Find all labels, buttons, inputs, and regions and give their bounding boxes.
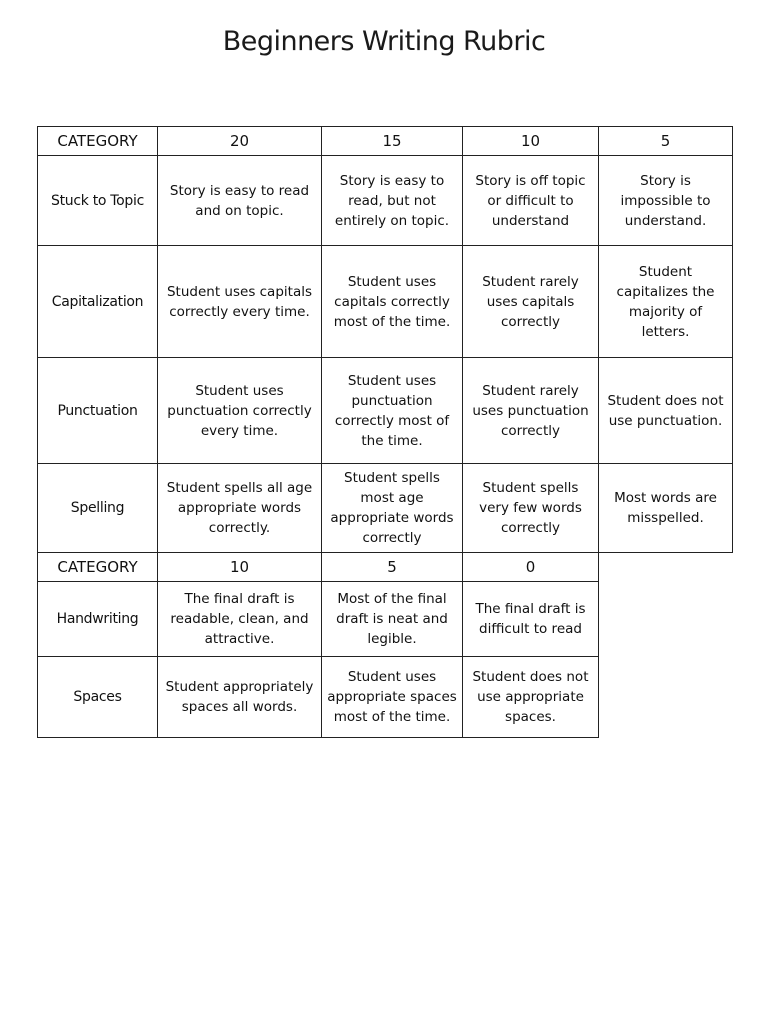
- table-cell: Most of the final draft is neat and legible.: [322, 582, 463, 657]
- table-cell: The final draft is difficult to read: [463, 582, 599, 657]
- table-row-stuck-to-topic: [38, 156, 733, 246]
- table1-header-score-15: 15: [322, 127, 463, 156]
- table-row-punctuation: [38, 358, 733, 464]
- table-row-handwriting: [38, 582, 733, 657]
- table-cell: The final draft is readable, clean, and attractive.: [158, 582, 322, 657]
- table-cell: Student uses punctuation correctly most of the time.: [322, 358, 463, 464]
- empty-cell: [599, 582, 733, 657]
- table2-header-score-10: 10: [158, 553, 322, 582]
- table-cell: Story is impossible to understand.: [599, 156, 733, 246]
- category-spaces: Spaces: [38, 657, 158, 738]
- table-cell: Student capitalizes the majority of letters.: [599, 246, 733, 358]
- table-cell: Story is off topic or difficult to understand: [463, 156, 599, 246]
- table-cell: Student appropriately spaces all words.: [158, 657, 322, 738]
- table-cell: Student uses capitals correctly every time.: [158, 246, 322, 358]
- table-row-spelling: [38, 464, 733, 553]
- page-title: Beginners Writing Rubric: [222, 26, 546, 57]
- table-cell: Student uses capitals correctly most of the time.: [322, 246, 463, 358]
- table1-header-row: [38, 127, 733, 156]
- table-cell: Student does not use appropriate spaces.: [463, 657, 599, 738]
- category-capitalization: Capitalization: [38, 246, 158, 358]
- table-cell: Student spells very few words correctly: [463, 464, 599, 553]
- table1-header-category: CATEGORY: [38, 127, 158, 156]
- table-cell: Student spells most age appropriate words correctly: [322, 464, 463, 553]
- table-cell: Story is easy to read and on topic.: [158, 156, 322, 246]
- table-cell: Student rarely uses punctuation correctly: [463, 358, 599, 464]
- table-cell: Student spells all age appropriate words correctly.: [158, 464, 322, 553]
- table1-header-score-5: 5: [599, 127, 733, 156]
- table-cell: Student does not use punctuation.: [599, 358, 733, 464]
- empty-cell: [599, 553, 733, 582]
- table-row-spaces: [38, 657, 733, 738]
- table-row-capitalization: [38, 246, 733, 358]
- table2-header-score-5: 5: [322, 553, 463, 582]
- table-cell: Story is easy to read, but not entirely on topic.: [322, 156, 463, 246]
- category-stuck-to-topic: Stuck to Topic: [38, 156, 158, 246]
- category-punctuation: Punctuation: [38, 358, 158, 464]
- table-cell: Student uses appropriate spaces most of the time.: [322, 657, 463, 738]
- table-cell: Most words are misspelled.: [599, 464, 733, 553]
- category-handwriting: Handwriting: [38, 582, 158, 657]
- table-cell: Student uses punctuation correctly every time.: [158, 358, 322, 464]
- table-cell: Student rarely uses capitals correctly: [463, 246, 599, 358]
- table1-header-score-10: 10: [463, 127, 599, 156]
- rubric-table: [37, 126, 733, 738]
- table2-header-row: [38, 553, 733, 582]
- empty-cell: [599, 657, 733, 738]
- category-spelling: Spelling: [38, 464, 158, 553]
- table1-header-score-20: 20: [158, 127, 322, 156]
- table2-header-score-0: 0: [463, 553, 599, 582]
- table2-header-category: CATEGORY: [38, 553, 158, 582]
